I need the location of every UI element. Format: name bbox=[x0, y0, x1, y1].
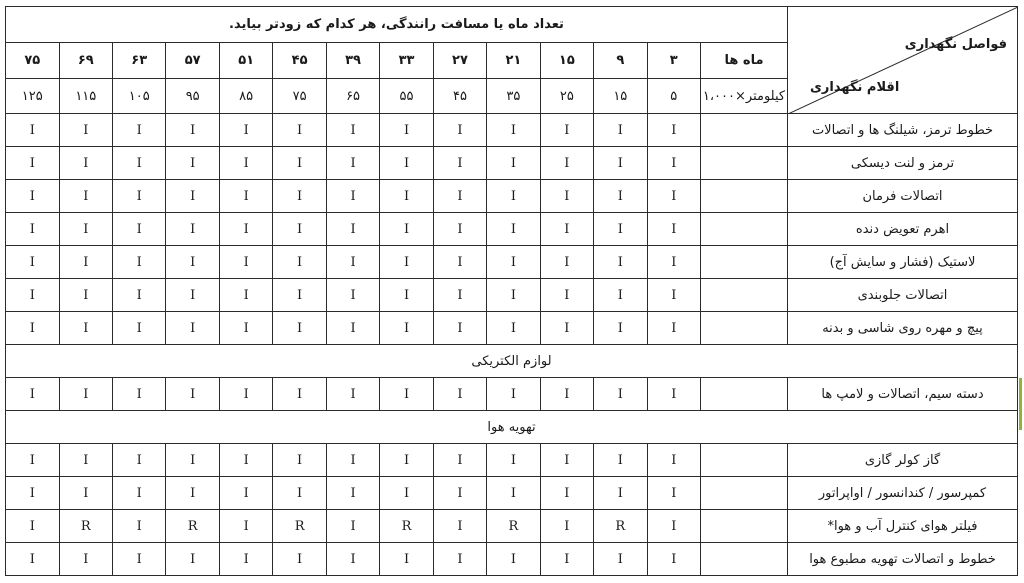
schedule-cell: I bbox=[647, 246, 700, 279]
schedule-cell: I bbox=[273, 477, 326, 510]
table-row bbox=[6, 246, 1018, 279]
schedule-cell: I bbox=[540, 444, 593, 477]
empty-cell bbox=[701, 312, 788, 345]
section-heading: تهویه هوا bbox=[6, 411, 1018, 444]
schedule-cell: I bbox=[166, 147, 219, 180]
month-header-cell: ۶۹ bbox=[59, 43, 112, 79]
schedule-cell: I bbox=[594, 312, 647, 345]
schedule-cell: I bbox=[166, 378, 219, 411]
schedule-cell: I bbox=[540, 114, 593, 147]
schedule-cell: I bbox=[594, 279, 647, 312]
schedule-cell: I bbox=[113, 510, 166, 543]
schedule-cell: I bbox=[6, 510, 60, 543]
maintenance-item-label: گاز کولر گازی bbox=[788, 444, 1018, 477]
schedule-cell: I bbox=[487, 180, 540, 213]
month-header-cell: ۶۳ bbox=[113, 43, 166, 79]
schedule-cell: I bbox=[6, 213, 60, 246]
schedule-cell: I bbox=[6, 378, 60, 411]
schedule-cell: I bbox=[326, 312, 379, 345]
schedule-cell: I bbox=[219, 246, 272, 279]
schedule-cell: I bbox=[380, 246, 433, 279]
schedule-cell: I bbox=[166, 279, 219, 312]
table-row bbox=[6, 477, 1018, 510]
schedule-cell: I bbox=[433, 279, 486, 312]
schedule-cell: I bbox=[647, 279, 700, 312]
schedule-cell: I bbox=[540, 543, 593, 576]
schedule-cell: I bbox=[219, 444, 272, 477]
schedule-cell: I bbox=[273, 147, 326, 180]
schedule-cell: R bbox=[166, 510, 219, 543]
schedule-cell: I bbox=[6, 477, 60, 510]
schedule-cell: I bbox=[433, 312, 486, 345]
schedule-cell: I bbox=[113, 279, 166, 312]
schedule-cell: I bbox=[594, 477, 647, 510]
schedule-cell: I bbox=[326, 180, 379, 213]
schedule-cell: I bbox=[647, 114, 700, 147]
maintenance-item-label: دسته سیم، اتصالات و لامپ ها bbox=[788, 378, 1018, 411]
maintenance-item-label: اتصالات جلوبندی bbox=[788, 279, 1018, 312]
schedule-cell: I bbox=[540, 378, 593, 411]
schedule-cell: I bbox=[273, 213, 326, 246]
schedule-cell: I bbox=[540, 246, 593, 279]
month-header-cell: ۵۱ bbox=[219, 43, 272, 79]
km-label: کیلومتر×۱،۰۰۰ bbox=[701, 79, 788, 114]
schedule-cell: I bbox=[273, 444, 326, 477]
schedule-cell: I bbox=[59, 147, 112, 180]
maintenance-item-label: خطوط و اتصالات تهویه مطبوع هوا bbox=[788, 543, 1018, 576]
schedule-cell: I bbox=[647, 510, 700, 543]
schedule-cell: I bbox=[113, 246, 166, 279]
schedule-cell: I bbox=[166, 114, 219, 147]
empty-cell bbox=[701, 378, 788, 411]
maintenance-table bbox=[5, 6, 1018, 576]
schedule-cell: I bbox=[647, 543, 700, 576]
km-header-cell: ۲۵ bbox=[540, 79, 593, 114]
schedule-cell: I bbox=[273, 543, 326, 576]
schedule-cell: I bbox=[433, 510, 486, 543]
schedule-cell: I bbox=[59, 180, 112, 213]
schedule-cell: I bbox=[647, 147, 700, 180]
schedule-cell: I bbox=[59, 279, 112, 312]
table-row bbox=[6, 114, 1018, 147]
km-header-cell: ۸۵ bbox=[219, 79, 272, 114]
schedule-cell: I bbox=[487, 543, 540, 576]
schedule-cell: I bbox=[6, 180, 60, 213]
month-header-cell: ۳۳ bbox=[380, 43, 433, 79]
table-row bbox=[6, 180, 1018, 213]
schedule-cell: I bbox=[59, 114, 112, 147]
schedule-cell: I bbox=[594, 180, 647, 213]
schedule-cell: I bbox=[59, 246, 112, 279]
schedule-cell: I bbox=[113, 147, 166, 180]
schedule-cell: I bbox=[487, 246, 540, 279]
km-header-cell: ۵ bbox=[647, 79, 700, 114]
schedule-cell: I bbox=[540, 312, 593, 345]
km-header-cell: ۱۱۵ bbox=[59, 79, 112, 114]
empty-cell bbox=[701, 213, 788, 246]
schedule-cell: I bbox=[59, 378, 112, 411]
empty-cell bbox=[701, 147, 788, 180]
schedule-cell: I bbox=[487, 213, 540, 246]
schedule-cell: R bbox=[594, 510, 647, 543]
empty-cell bbox=[701, 246, 788, 279]
schedule-cell: I bbox=[59, 477, 112, 510]
schedule-cell: I bbox=[433, 114, 486, 147]
schedule-cell: I bbox=[326, 378, 379, 411]
schedule-cell: I bbox=[594, 444, 647, 477]
schedule-cell: I bbox=[540, 180, 593, 213]
schedule-cell: I bbox=[219, 312, 272, 345]
schedule-cell: I bbox=[166, 477, 219, 510]
month-header-cell: ۳ bbox=[647, 43, 700, 79]
schedule-cell: I bbox=[166, 180, 219, 213]
schedule-cell: I bbox=[540, 477, 593, 510]
schedule-cell: I bbox=[273, 312, 326, 345]
schedule-cell: I bbox=[380, 180, 433, 213]
schedule-cell: I bbox=[433, 180, 486, 213]
km-header-cell: ۶۵ bbox=[326, 79, 379, 114]
interval-title: تعداد ماه یا مسافت رانندگی، هر کدام که زودتر بیاید. bbox=[6, 7, 788, 43]
schedule-cell: I bbox=[113, 114, 166, 147]
schedule-cell: I bbox=[113, 180, 166, 213]
section-row bbox=[6, 345, 1018, 378]
empty-cell bbox=[701, 543, 788, 576]
schedule-cell: I bbox=[113, 312, 166, 345]
schedule-cell: I bbox=[219, 147, 272, 180]
schedule-cell: I bbox=[59, 543, 112, 576]
table-row bbox=[6, 147, 1018, 180]
km-header-cell: ۷۵ bbox=[273, 79, 326, 114]
schedule-cell: I bbox=[594, 147, 647, 180]
schedule-cell: I bbox=[380, 444, 433, 477]
month-header-cell: ۲۱ bbox=[487, 43, 540, 79]
schedule-cell: I bbox=[6, 147, 60, 180]
schedule-cell: I bbox=[113, 543, 166, 576]
schedule-cell: I bbox=[594, 378, 647, 411]
maintenance-item-label: ترمز و لنت دیسکی bbox=[788, 147, 1018, 180]
header-corner-cell bbox=[788, 7, 1018, 114]
schedule-cell: I bbox=[487, 279, 540, 312]
schedule-cell: I bbox=[6, 114, 60, 147]
schedule-cell: I bbox=[219, 180, 272, 213]
schedule-cell: I bbox=[594, 213, 647, 246]
maintenance-item-label: پیچ و مهره روی شاسی و بدنه bbox=[788, 312, 1018, 345]
month-header-cell: ۱۵ bbox=[540, 43, 593, 79]
schedule-cell: I bbox=[326, 279, 379, 312]
month-header-cell: ۲۷ bbox=[433, 43, 486, 79]
schedule-cell: I bbox=[166, 312, 219, 345]
schedule-cell: I bbox=[487, 444, 540, 477]
table-row bbox=[6, 543, 1018, 576]
schedule-cell: I bbox=[540, 510, 593, 543]
schedule-cell: I bbox=[380, 213, 433, 246]
schedule-cell: I bbox=[273, 279, 326, 312]
schedule-cell: I bbox=[326, 510, 379, 543]
schedule-cell: I bbox=[380, 147, 433, 180]
schedule-cell: I bbox=[273, 114, 326, 147]
table-row bbox=[6, 312, 1018, 345]
km-header-cell: ۱۵ bbox=[594, 79, 647, 114]
schedule-cell: I bbox=[273, 378, 326, 411]
schedule-cell: I bbox=[273, 180, 326, 213]
schedule-cell: I bbox=[487, 114, 540, 147]
empty-cell bbox=[701, 477, 788, 510]
schedule-cell: I bbox=[433, 246, 486, 279]
maintenance-item-label: اتصالات فرمان bbox=[788, 180, 1018, 213]
schedule-cell: I bbox=[113, 213, 166, 246]
schedule-cell: I bbox=[647, 312, 700, 345]
schedule-cell: I bbox=[433, 213, 486, 246]
schedule-cell: I bbox=[326, 477, 379, 510]
maintenance-item-label: خطوط ترمز، شیلنگ ها و اتصالات bbox=[788, 114, 1018, 147]
schedule-cell: I bbox=[380, 378, 433, 411]
schedule-cell: I bbox=[273, 246, 326, 279]
schedule-cell: I bbox=[380, 543, 433, 576]
schedule-cell: I bbox=[59, 213, 112, 246]
schedule-cell: I bbox=[433, 378, 486, 411]
table-row bbox=[6, 378, 1018, 411]
schedule-cell: R bbox=[273, 510, 326, 543]
corner-diagonal-line bbox=[788, 7, 1018, 114]
schedule-cell: I bbox=[219, 510, 272, 543]
schedule-cell: I bbox=[487, 312, 540, 345]
schedule-cell: I bbox=[380, 477, 433, 510]
schedule-cell: I bbox=[380, 312, 433, 345]
schedule-cell: I bbox=[6, 279, 60, 312]
schedule-cell: I bbox=[6, 444, 60, 477]
corner-bottom-label: اقلام نگهداری bbox=[810, 80, 900, 95]
schedule-cell: I bbox=[326, 114, 379, 147]
month-header-cell: ۵۷ bbox=[166, 43, 219, 79]
schedule-cell: I bbox=[647, 477, 700, 510]
schedule-cell: I bbox=[433, 444, 486, 477]
schedule-cell: I bbox=[219, 279, 272, 312]
schedule-cell: I bbox=[433, 147, 486, 180]
maintenance-item-label: فیلتر هوای کنترل آب و هوا* bbox=[788, 510, 1018, 543]
schedule-cell: I bbox=[6, 312, 60, 345]
schedule-cell: I bbox=[59, 312, 112, 345]
maintenance-item-label: اهرم تعویض دنده bbox=[788, 213, 1018, 246]
schedule-cell: R bbox=[59, 510, 112, 543]
empty-cell bbox=[701, 180, 788, 213]
schedule-cell: I bbox=[487, 477, 540, 510]
schedule-cell: I bbox=[113, 477, 166, 510]
km-header-cell: ۱۲۵ bbox=[6, 79, 60, 114]
maintenance-item-label: لاستیک (فشار و سایش آج) bbox=[788, 246, 1018, 279]
empty-cell bbox=[701, 510, 788, 543]
schedule-cell: I bbox=[487, 378, 540, 411]
table-row bbox=[6, 444, 1018, 477]
maintenance-item-label: کمپرسور / کندانسور / اواپراتور bbox=[788, 477, 1018, 510]
schedule-cell: I bbox=[647, 213, 700, 246]
schedule-cell: I bbox=[166, 444, 219, 477]
schedule-cell: I bbox=[219, 213, 272, 246]
month-header-cell: ۴۵ bbox=[273, 43, 326, 79]
km-header-cell: ۹۵ bbox=[166, 79, 219, 114]
km-header-cell: ۴۵ bbox=[433, 79, 486, 114]
section-row bbox=[6, 411, 1018, 444]
schedule-cell: R bbox=[487, 510, 540, 543]
schedule-cell: I bbox=[326, 444, 379, 477]
month-header-cell: ۳۹ bbox=[326, 43, 379, 79]
months-label: ماه ها bbox=[701, 43, 788, 79]
table-row bbox=[6, 213, 1018, 246]
schedule-cell: I bbox=[219, 477, 272, 510]
schedule-cell: I bbox=[433, 543, 486, 576]
schedule-cell: I bbox=[540, 147, 593, 180]
schedule-cell: I bbox=[113, 444, 166, 477]
schedule-cell: I bbox=[433, 477, 486, 510]
schedule-cell: I bbox=[380, 279, 433, 312]
schedule-cell: I bbox=[647, 180, 700, 213]
schedule-cell: I bbox=[219, 378, 272, 411]
table-row bbox=[6, 510, 1018, 543]
schedule-cell: I bbox=[380, 114, 433, 147]
schedule-cell: I bbox=[647, 444, 700, 477]
schedule-cell: R bbox=[380, 510, 433, 543]
schedule-cell: I bbox=[166, 246, 219, 279]
schedule-cell: I bbox=[647, 378, 700, 411]
page-edge-marker bbox=[1019, 378, 1022, 430]
empty-cell bbox=[701, 279, 788, 312]
schedule-cell: I bbox=[326, 543, 379, 576]
table-row bbox=[6, 279, 1018, 312]
schedule-cell: I bbox=[113, 378, 166, 411]
km-header-cell: ۱۰۵ bbox=[113, 79, 166, 114]
schedule-cell: I bbox=[6, 246, 60, 279]
km-header-cell: ۵۵ bbox=[380, 79, 433, 114]
schedule-cell: I bbox=[166, 543, 219, 576]
empty-cell bbox=[701, 114, 788, 147]
schedule-cell: I bbox=[594, 543, 647, 576]
schedule-cell: I bbox=[326, 213, 379, 246]
month-header-cell: ۷۵ bbox=[6, 43, 60, 79]
schedule-cell: I bbox=[487, 147, 540, 180]
corner-top-label: فواصل نگهداری bbox=[904, 37, 1007, 52]
section-heading: لوازم الکتریکی bbox=[6, 345, 1018, 378]
km-header-cell: ۳۵ bbox=[487, 79, 540, 114]
schedule-cell: I bbox=[219, 114, 272, 147]
schedule-cell: I bbox=[219, 543, 272, 576]
schedule-cell: I bbox=[326, 147, 379, 180]
schedule-cell: I bbox=[594, 114, 647, 147]
schedule-cell: I bbox=[540, 213, 593, 246]
month-header-cell: ۹ bbox=[594, 43, 647, 79]
schedule-cell: I bbox=[59, 444, 112, 477]
schedule-cell: I bbox=[166, 213, 219, 246]
schedule-cell: I bbox=[6, 543, 60, 576]
empty-cell bbox=[701, 444, 788, 477]
schedule-cell: I bbox=[594, 246, 647, 279]
schedule-cell: I bbox=[326, 246, 379, 279]
schedule-cell: I bbox=[540, 279, 593, 312]
